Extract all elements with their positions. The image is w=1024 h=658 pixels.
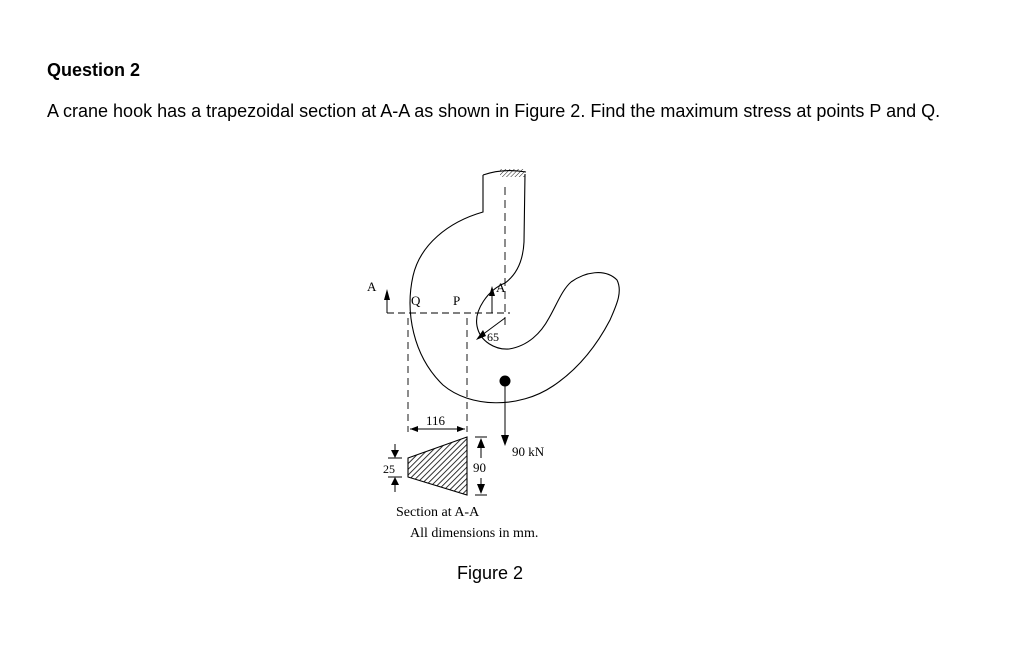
load-arrow xyxy=(501,435,509,446)
label-a-left: A xyxy=(367,279,377,294)
figure-caption: Figure 2 xyxy=(457,563,524,583)
label-width-116: 116 xyxy=(426,413,446,428)
question-text: A crane hook has a trapezoidal section at A-A as shown in Figure 2. Find the maximum stress at points P and Q. xyxy=(47,101,941,121)
label-load-90kn: 90 kN xyxy=(512,444,545,459)
label-section: Section at A-A xyxy=(396,505,480,520)
hook-shank-right xyxy=(505,174,525,283)
trapezoid-section xyxy=(408,437,467,495)
label-p: P xyxy=(453,293,461,308)
label-thickness-25: 25 xyxy=(383,462,395,476)
load-point xyxy=(500,376,511,387)
question-heading: Question 2 xyxy=(47,60,141,80)
section-line-aa xyxy=(384,286,510,313)
label-a-right: A xyxy=(496,280,506,295)
hook-outer-back xyxy=(410,175,619,403)
label-radius-65: 65 xyxy=(487,330,499,344)
label-depth-90: 90 xyxy=(473,460,486,475)
hook-outline xyxy=(410,169,619,403)
label-q: Q xyxy=(411,293,421,308)
label-note: All dimensions in mm. xyxy=(410,526,539,541)
